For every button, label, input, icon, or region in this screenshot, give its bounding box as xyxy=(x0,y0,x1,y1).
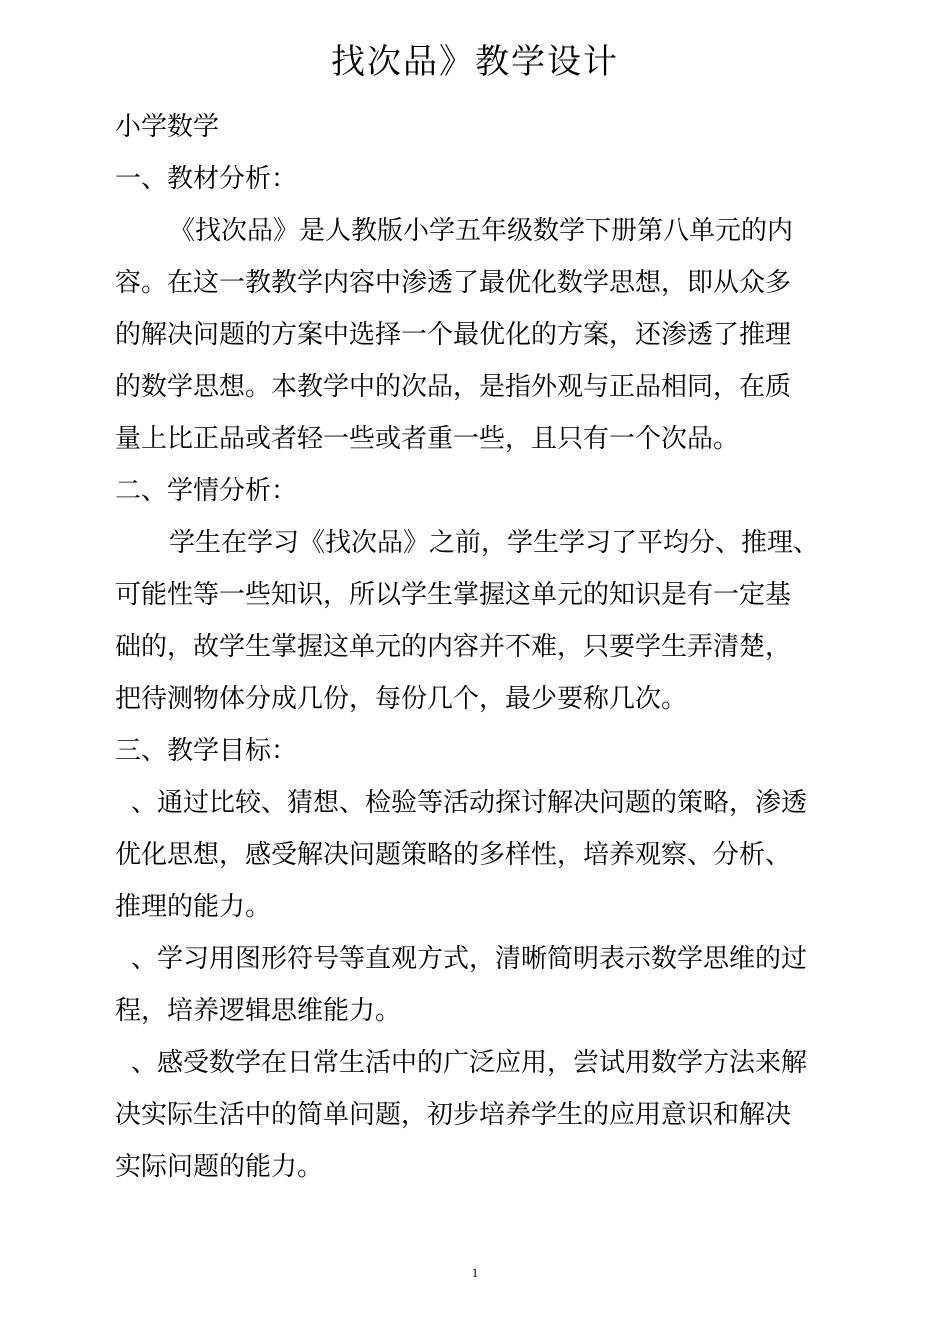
goal-line: 优化思想，感受解决问题策略的多样性，培养观察、分析、 xyxy=(115,840,792,870)
section-heading: 一、教材分析： xyxy=(115,164,298,194)
goal-line: 、学习用图形符号等直观方式，清晰简明表示数学思维的过 xyxy=(131,944,808,974)
goal-item xyxy=(115,933,845,1037)
paragraph-line: 容。在这一教教学内容中渗透了最优化数学思想，即从众多 xyxy=(115,268,792,298)
goal-line: 、通过比较、猜想、检验等活动探讨解决问题的策略，渗透 xyxy=(131,788,808,818)
section-student-analysis xyxy=(115,465,845,725)
paragraph-line: 可能性等一些知识，所以学生掌握这单元的知识是有一定基 xyxy=(115,580,792,610)
paragraph-line: 础的，故学生掌握这单元的内容并不难，只要学生弄清楚， xyxy=(115,632,792,662)
section-teaching-goals xyxy=(115,725,845,1193)
page-number: 1 xyxy=(471,1265,479,1280)
paragraph-line: 的解决问题的方案中选择一个最优化的方案，还渗透了推理 xyxy=(115,320,792,350)
paragraph-line: 把待测物体分成几份，每份几个，最少要称几次。 xyxy=(115,684,688,714)
section-heading: 二、学情分析： xyxy=(115,476,298,506)
subtitle: 小学数学 xyxy=(115,112,220,142)
goal-line: 决实际生活中的简单问题，初步培养学生的应用意识和解决 xyxy=(115,1100,792,1130)
section-material-analysis xyxy=(115,153,845,465)
paragraph-line: 量上比正品或者轻一些或者重一些，且只有一个次品。 xyxy=(115,424,740,454)
paragraph-line: 《找次品》是人教版小学五年级数学下册第八单元的内 xyxy=(169,216,794,246)
section-heading: 三、教学目标： xyxy=(115,736,298,766)
document-body xyxy=(115,101,845,1193)
goal-item xyxy=(115,777,845,933)
paragraph-line: 学生在学习《找次品》之前，学生学习了平均分、推理、 xyxy=(169,528,820,558)
goal-line: 程，培养逻辑思维能力。 xyxy=(115,996,402,1026)
document-title: 找次品》教学设计 xyxy=(331,42,619,82)
paragraph-line: 的数学思想。本教学中的次品，是指外观与正品相同，在质 xyxy=(115,372,792,402)
goal-item xyxy=(115,1037,845,1193)
goal-line: 推理的能力。 xyxy=(115,892,272,922)
goal-line: 、感受数学在日常生活中的广泛应用，尝试用数学方法来解 xyxy=(131,1048,808,1078)
goal-line: 实际问题的能力。 xyxy=(115,1152,324,1182)
